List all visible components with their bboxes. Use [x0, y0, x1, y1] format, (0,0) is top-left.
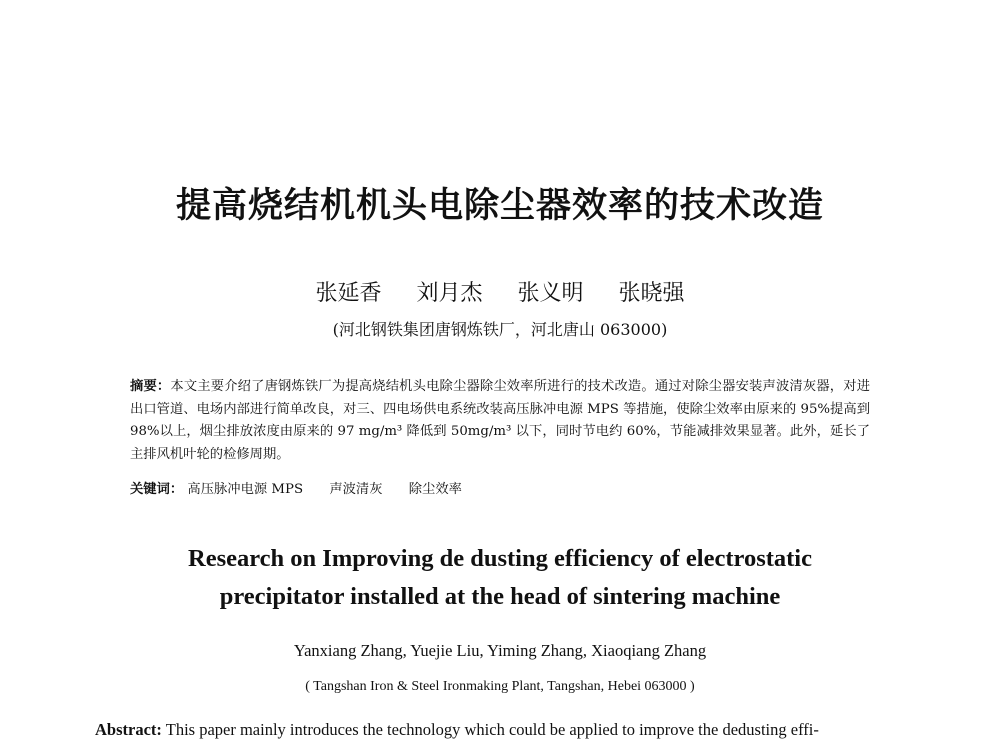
abstract-label-cn: 摘要： — [130, 379, 171, 394]
paper-title-en — [0, 540, 1000, 616]
author-name-cn: 张晓强 — [618, 281, 685, 306]
author-name-cn: 刘月杰 — [416, 281, 483, 306]
keywords-label-cn: 关键词： — [130, 482, 184, 497]
abstract-en — [95, 718, 915, 742]
keyword: 除尘效率 — [408, 482, 462, 497]
abstract-text-en: This paper mainly introduces the technology which could be applied to improve the dedusting effi- — [165, 720, 819, 739]
abstract-cn — [130, 376, 870, 466]
author-list-cn — [0, 279, 1000, 309]
author-list-en: Yanxiang Zhang, Yuejie Liu, Yiming Zhang, Xiaoqiang Zhang — [293, 641, 707, 660]
abstract-text-cn: 本文主要介绍了唐钢炼铁厂为提高烧结机头电除尘器除尘效率所进行的技术改造。通过对除尘器安装声波清灰器，对进出口管道、电场内部进行简单改良，对三、四电场供电系统改装高压脉冲电源 MPS 等措施，使除尘效率由原来的 95%提高到 98%以上，烟尘排放浓度由原来的 97 mg/m³ 降低到 50mg/m³ 以下，同时节电约 60%，节能减排效果显著。此外，延长了主排风机叶轮的检修周期。 — [130, 379, 871, 462]
author-name-cn: 张延香 — [315, 281, 382, 306]
paper-title-en-line: precipitator installed at the head of sintering machine — [219, 583, 781, 610]
keyword: 声波清灰 — [329, 482, 383, 497]
paper-title-en-line: Research on Improving de dusting efficiency of electrostatic — [188, 545, 812, 572]
affiliation-cn: (河北钢铁集团唐钢炼铁厂，河北唐山 063000) — [332, 320, 668, 339]
affiliation-en: ( Tangshan Iron & Steel Ironmaking Plant, Tangshan, Hebei 063000 ) — [305, 679, 695, 694]
author-name-cn: 张义明 — [517, 281, 584, 306]
keywords-cn — [130, 479, 870, 501]
keyword: 高压脉冲电源 MPS — [187, 482, 304, 497]
abstract-label-en: Abstract: — [95, 720, 162, 739]
paper-title-cn: 提高烧结机机头电除尘器效率的技术改造 — [175, 186, 824, 226]
